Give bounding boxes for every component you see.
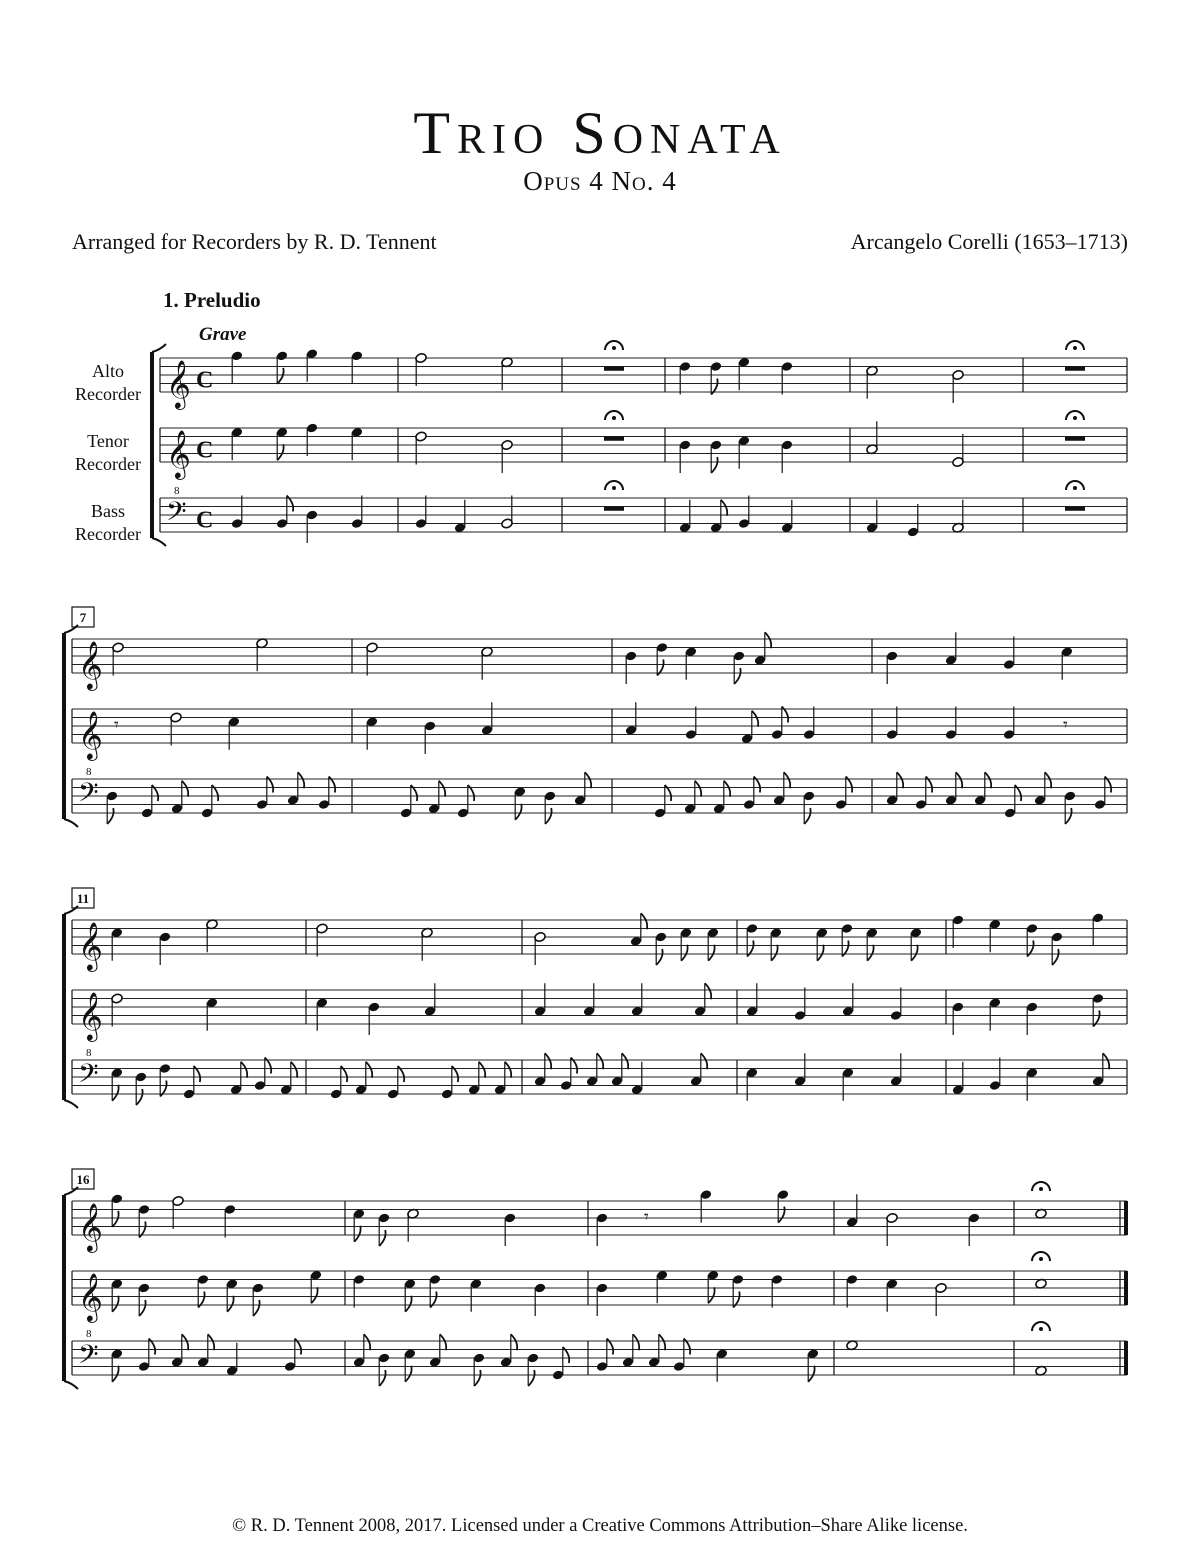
- note-flag: [208, 1334, 214, 1350]
- note-flag: [734, 668, 740, 684]
- note-flag: [585, 772, 591, 788]
- opus-subtitle: Opus 4 No. 4: [523, 166, 677, 196]
- instrument-type: Recorder: [75, 384, 141, 404]
- note-flag: [808, 1366, 814, 1382]
- note-flag: [765, 632, 771, 648]
- note-flag: [277, 368, 283, 384]
- piece-title: Trio Sonata: [413, 100, 787, 166]
- bracket-top-hook: [152, 344, 166, 352]
- bass-clef-icon: 𝄢: [78, 777, 99, 814]
- note-flag: [511, 1334, 517, 1350]
- note-flag: [817, 945, 823, 961]
- measure-number: 7: [79, 610, 87, 625]
- note-flag: [379, 1370, 385, 1386]
- note-flag: [112, 1211, 118, 1227]
- whole-rest: [604, 437, 624, 441]
- note-flag: [771, 945, 777, 961]
- fermata-dot: [612, 416, 616, 420]
- octave-mark: 8: [174, 485, 180, 497]
- note-flag: [479, 1062, 485, 1078]
- treble-clef-icon: 𝄞: [78, 643, 103, 689]
- note-flag: [112, 1296, 118, 1312]
- note-flag: [112, 1085, 118, 1101]
- time-signature: C: [196, 437, 214, 464]
- note-flag: [1045, 772, 1051, 788]
- note-flag: [681, 945, 687, 961]
- system-bracket: [62, 914, 66, 1100]
- note-flag: [721, 500, 727, 516]
- note-flag: [724, 781, 730, 797]
- fermata-dot: [1073, 486, 1077, 490]
- arranger-credit: Arranged for Recorders by R. D. Tennent: [72, 229, 437, 254]
- note-flag: [107, 808, 113, 824]
- staff: [72, 1047, 1127, 1095]
- final-barline-thick: [1124, 1341, 1128, 1375]
- note-flag: [528, 1370, 534, 1386]
- note-flag: [182, 781, 188, 797]
- note-flag: [695, 781, 701, 797]
- treble-clef-icon: 𝄞: [78, 1205, 103, 1251]
- note-flag: [405, 1366, 411, 1382]
- note-flag: [515, 804, 521, 820]
- note-flag: [911, 945, 917, 961]
- staff: [160, 428, 1127, 480]
- staff: [160, 358, 1127, 410]
- octave-mark: 8: [86, 1328, 92, 1340]
- movement-title: 1. Preludio: [163, 288, 261, 312]
- rest-icon: 𝄾: [114, 714, 119, 735]
- note-flag: [622, 1053, 628, 1069]
- note-flag: [1065, 808, 1071, 824]
- note-flag: [659, 1334, 665, 1350]
- note-flag: [440, 1334, 446, 1350]
- note-flag: [241, 1062, 247, 1078]
- note-flag: [708, 945, 714, 961]
- bracket-bottom-hook: [64, 1381, 78, 1389]
- note-flag: [656, 949, 662, 965]
- treble-clef-icon: 𝄞: [78, 713, 103, 759]
- bracket-bottom-hook: [152, 538, 166, 546]
- whole-rest: [1065, 367, 1085, 371]
- bass-clef-icon: 𝄢: [166, 496, 187, 533]
- whole-rest: [604, 367, 624, 371]
- fermata-dot: [1039, 1257, 1043, 1261]
- staff: [72, 709, 1127, 761]
- system-3: [62, 888, 1127, 1108]
- note-flag: [633, 1334, 639, 1350]
- note-flag: [291, 1062, 297, 1078]
- whole-rest: [604, 507, 624, 511]
- note-flag: [711, 457, 717, 473]
- treble-clef-icon: 𝄞: [166, 362, 191, 408]
- note-flag: [701, 1053, 707, 1069]
- note-flag: [956, 772, 962, 788]
- whole-rest: [1065, 507, 1085, 511]
- note-flag: [985, 772, 991, 788]
- note-flag: [311, 1287, 317, 1303]
- staff: [72, 766, 1127, 814]
- note-flag: [545, 1053, 551, 1069]
- instrument-name: Alto: [91, 361, 124, 381]
- measure-number: 16: [76, 1172, 90, 1187]
- system-bracket: [150, 352, 154, 538]
- note-flag: [182, 1334, 188, 1350]
- staff: [72, 1271, 1127, 1323]
- note-flag: [804, 808, 810, 824]
- note-flag: [708, 1287, 714, 1303]
- final-barline-thick: [1124, 1271, 1128, 1305]
- note-flag: [227, 1296, 233, 1312]
- staff: [160, 485, 1127, 534]
- system-bracket: [62, 633, 66, 819]
- note-flag: [112, 1366, 118, 1382]
- note-flag: [784, 772, 790, 788]
- note-flag: [139, 1300, 145, 1316]
- fermata-dot: [1039, 1327, 1043, 1331]
- fermata-dot: [1073, 346, 1077, 350]
- note-flag: [597, 1053, 603, 1069]
- note-flag: [354, 1226, 360, 1242]
- staff: [72, 990, 1127, 1042]
- copyright-footer: © R. D. Tennent 2008, 2017. Licensed under a Creative Commons Attribution–Share Alike license.: [232, 1516, 968, 1536]
- octave-mark: 8: [86, 766, 92, 778]
- time-signature: C: [196, 367, 214, 394]
- instrument-name: Bass: [90, 501, 125, 521]
- composer-credit: Arcangelo Corelli (1653–1713): [850, 229, 1128, 254]
- bracket-top-hook: [64, 1187, 78, 1195]
- bracket-top-hook: [64, 906, 78, 914]
- note-flag: [752, 711, 758, 727]
- fermata-dot: [1039, 1187, 1043, 1191]
- bracket-top-hook: [64, 625, 78, 633]
- note-flag: [474, 1370, 480, 1386]
- note-flag: [897, 772, 903, 788]
- note-flag: [379, 1230, 385, 1246]
- whole-rest: [1065, 437, 1085, 441]
- note-flag: [364, 1334, 370, 1350]
- note-flag: [136, 1089, 142, 1105]
- note-flag: [641, 913, 647, 929]
- note-flag: [439, 781, 445, 797]
- final-barline-thick: [1124, 1201, 1128, 1235]
- note-flag: [867, 945, 873, 961]
- note-flag: [253, 1300, 259, 1316]
- octave-mark: 8: [86, 1047, 92, 1059]
- instrument-type: Recorder: [75, 454, 141, 474]
- instrument-name: Tenor: [87, 431, 129, 451]
- rest-icon: 𝄾: [644, 1206, 649, 1227]
- treble-clef-icon: 𝄞: [78, 994, 103, 1040]
- system-bracket: [62, 1195, 66, 1381]
- bracket-bottom-hook: [64, 1100, 78, 1108]
- note-flag: [545, 808, 551, 824]
- system-2: [62, 607, 1127, 827]
- treble-clef-icon: 𝄞: [166, 432, 191, 478]
- staff: [72, 639, 1127, 691]
- note-flag: [298, 772, 304, 788]
- rest-icon: 𝄾: [1063, 714, 1068, 735]
- tempo-marking: Grave: [199, 324, 247, 345]
- bracket-bottom-hook: [64, 819, 78, 827]
- staff: [72, 920, 1127, 972]
- note-flag: [277, 444, 283, 460]
- note-flag: [1103, 1053, 1109, 1069]
- treble-clef-icon: 𝄞: [78, 924, 103, 970]
- time-signature: C: [196, 507, 214, 534]
- measure-number: 11: [76, 891, 90, 906]
- system-4: [62, 1169, 1128, 1389]
- treble-clef-icon: 𝄞: [78, 1275, 103, 1321]
- bass-clef-icon: 𝄢: [78, 1339, 99, 1376]
- fermata-dot: [612, 346, 616, 350]
- instrument-type: Recorder: [75, 524, 141, 544]
- note-flag: [405, 1296, 411, 1312]
- note-flag: [366, 1062, 372, 1078]
- fermata-dot: [612, 486, 616, 490]
- note-flag: [1052, 949, 1058, 965]
- bass-clef-icon: 𝄢: [78, 1058, 99, 1095]
- note-flag: [705, 983, 711, 999]
- fermata-dot: [1073, 416, 1077, 420]
- note-flag: [505, 1062, 511, 1078]
- system-1: [150, 341, 1127, 546]
